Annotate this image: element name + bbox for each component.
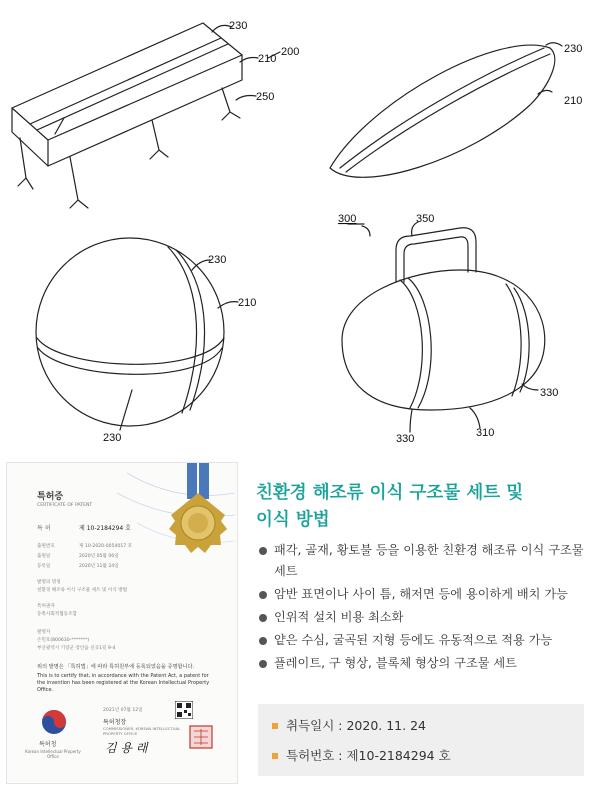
cert-invention-value: 친환경 해조류 이식 구조물 세트 및 이식 방법 xyxy=(37,588,128,593)
cert-app-no-value: 제 10-2020-0054017 호 xyxy=(79,544,133,549)
info-patent-no-row xyxy=(272,746,451,764)
cert-invention-label: 발명의 명칭 xyxy=(37,580,61,585)
fig1-label-c: 200 xyxy=(281,46,300,58)
fig3-label-a: 230 xyxy=(208,254,227,266)
official-stamp-icon xyxy=(189,725,213,749)
cert-owner-label: 특허권자 xyxy=(37,604,55,609)
info-acq-date-row xyxy=(272,716,426,734)
figure-bench-plate xyxy=(0,0,300,230)
fig4-label-right: 330 xyxy=(540,387,559,399)
info-bullet-icon xyxy=(272,753,278,759)
feature-list xyxy=(258,540,588,676)
kipo-name: 특허청 xyxy=(39,741,57,748)
cert-korean-statement: 위의 발명은 「특허법」에 따라 특허원부에 등록되었음을 증명합니다. xyxy=(37,664,195,670)
fig1-label-a: 230 xyxy=(229,20,248,32)
info-patent-no: 특허번호 : 제10-2184294 호 xyxy=(286,748,451,763)
cert-patent-label: 특 허 xyxy=(37,525,51,532)
figure-sphere xyxy=(0,230,300,455)
kipo-en: Korean Intellectual Property Office xyxy=(25,749,81,759)
qr-code-icon xyxy=(175,701,193,719)
feature-item: 암반 표면이나 사이 틈, 해저면 등에 용이하게 배치 가능 xyxy=(258,584,588,605)
cert-app-no-label: 출원번호 xyxy=(37,544,55,549)
gold-seal-icon xyxy=(165,463,231,555)
cert-commissioner-en: COMMISSIONER, KOREAN INTELLECTUAL PROPERTY OFFICE xyxy=(103,726,181,736)
cert-owner-value: 동쪽사회적협동조합 xyxy=(37,612,77,617)
title-line-1: 친환경 해조류 이식 구조물 세트 및 xyxy=(256,483,524,503)
fig1-label-b: 210 xyxy=(258,53,277,65)
cert-english-statement: This is to certify that, in accordance with the Patent Act, a patent for the invention has been registered at the Korean Intellectual Property Office. xyxy=(37,673,210,693)
feature-item: 플레이트, 구 형상, 블록체 형상의 구조물 세트 xyxy=(258,653,588,674)
cert-inventor-addr: 부산광역시 기장군 장안읍 신곡1길 9-4 xyxy=(37,646,116,651)
cert-signature: 김 용 래 xyxy=(105,741,148,755)
cert-heading: 특허증 xyxy=(37,492,64,502)
figure-lens-plate xyxy=(300,0,598,230)
figure-egg-with-handle xyxy=(300,200,598,455)
cert-date: 2021년 07월 12일 xyxy=(103,708,143,713)
cert-inventor-label: 발명자 xyxy=(37,630,51,635)
cert-reg-label: 등록일 xyxy=(37,564,51,569)
fig2-label-a: 230 xyxy=(564,43,583,55)
fig3-label-b: 210 xyxy=(238,297,257,309)
feature-item: 얕은 수심, 굴곡된 지형 등에도 유동적으로 적용 가능 xyxy=(258,630,588,651)
patent-certificate xyxy=(6,462,238,784)
fig4-label-handle: 350 xyxy=(416,213,435,225)
fig2-label-b: 210 xyxy=(564,95,583,107)
info-bullet-icon xyxy=(272,723,278,729)
fig1-label-d: 250 xyxy=(256,91,275,103)
fig4-label-body: 310 xyxy=(476,427,495,439)
cert-filing-label: 출원일 xyxy=(37,554,51,559)
patent-info-box xyxy=(258,704,584,776)
fig4-label-left: 330 xyxy=(396,433,415,445)
cert-commissioner: 특허청장 xyxy=(103,719,127,726)
cert-filing-value: 2020년 05월 06일 xyxy=(79,554,119,559)
cert-reg-value: 2020년 11월 24일 xyxy=(79,564,119,569)
cert-patent-value: 제 10-2184294 호 xyxy=(79,525,131,532)
info-acq-date: 취득일시 : 2020. 11. 24 xyxy=(286,718,426,733)
cert-inventor-value: 손민호(800630-*******) xyxy=(37,638,90,643)
page-title xyxy=(256,480,586,534)
title-line-2: 이식 방법 xyxy=(256,510,330,530)
feature-item: 인위적 설치 비용 최소화 xyxy=(258,607,588,628)
feature-item: 패각, 골재, 황토불 등을 이용한 친환경 해조류 이식 구조물 세트 xyxy=(258,540,588,582)
cert-heading-en: CERTIFICATE OF PATENT xyxy=(37,503,93,508)
fig3-label-c: 230 xyxy=(103,432,122,444)
fig4-label-num: 300 xyxy=(338,213,357,225)
kipo-logo-icon xyxy=(41,709,67,735)
